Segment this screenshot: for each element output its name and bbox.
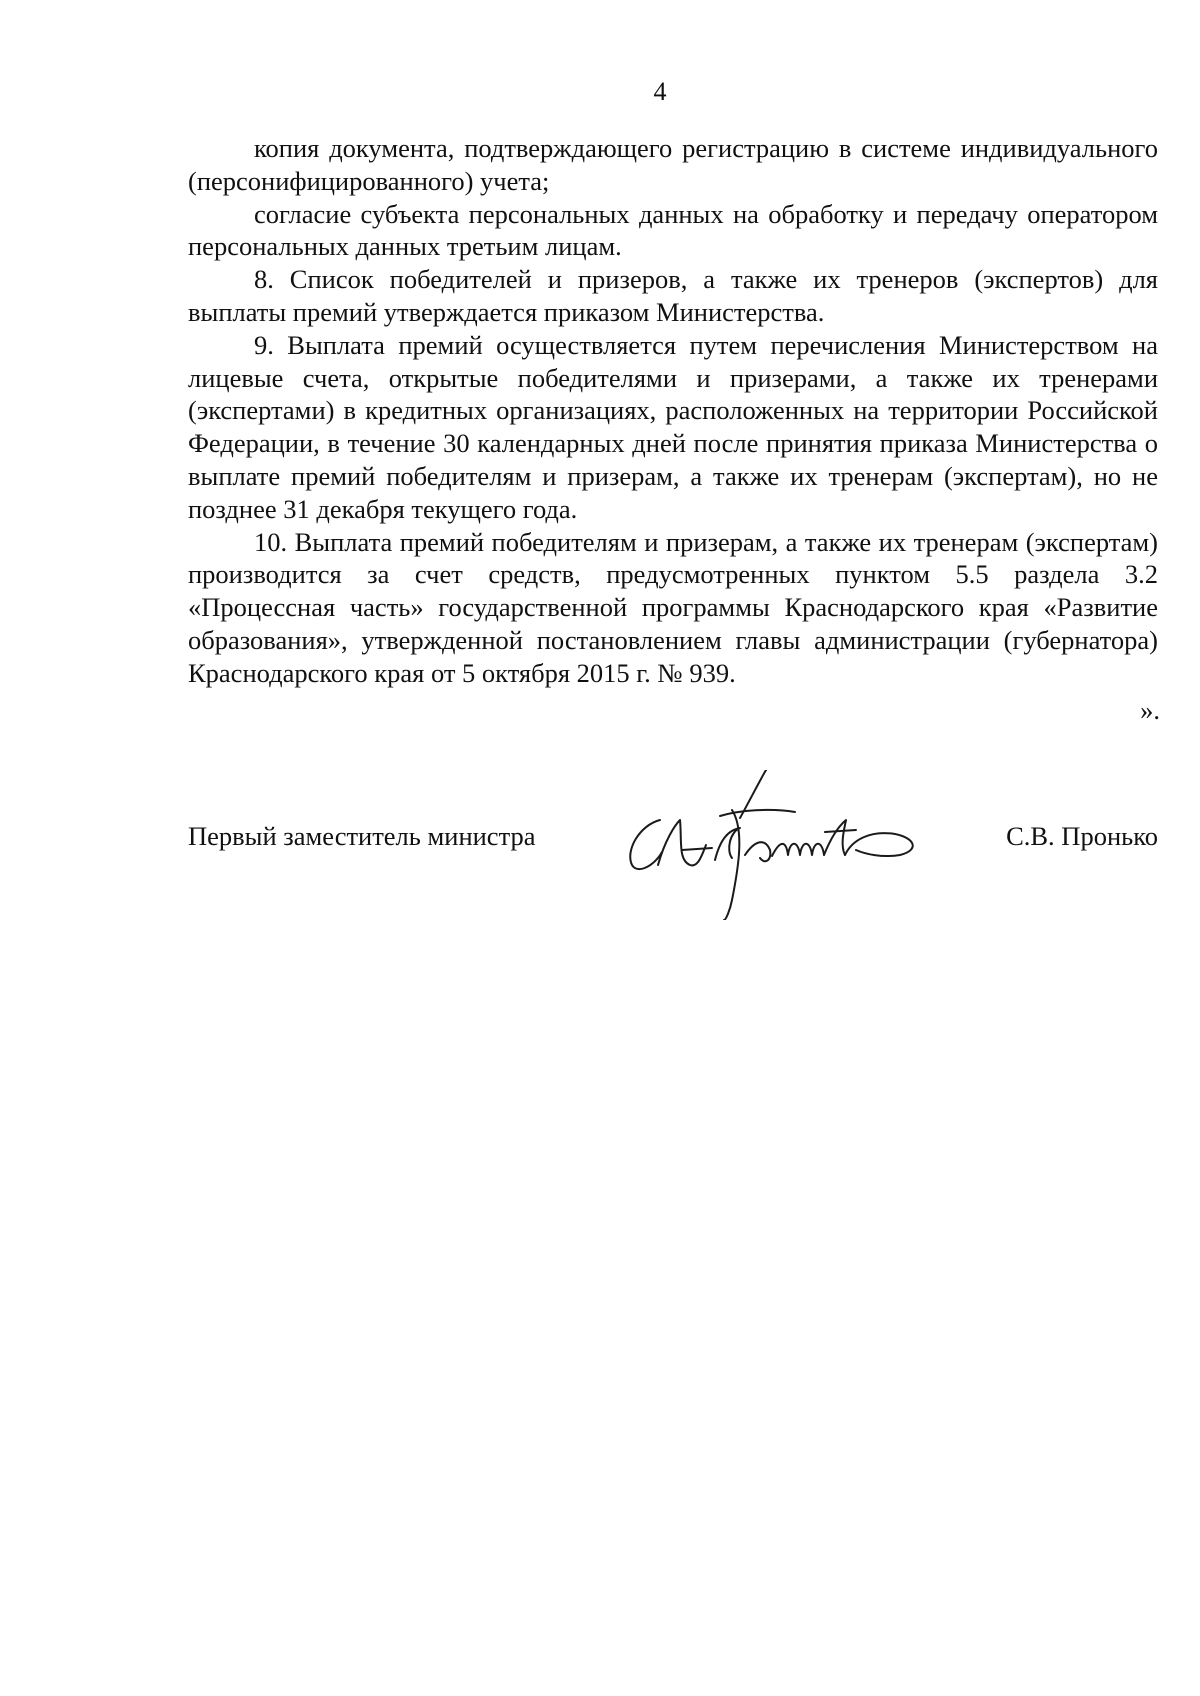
page-number: 4 — [653, 77, 667, 106]
paragraph-item-10: 10. Выплата премий победителям и призерам, а также их тренерам (экспертам) производится за счет средств, предусмотренных пунктом 5.5 раздела 3.2 «Процессная часть» государственной программы Краснодарского края «Развитие образования», утвержденной постановлением главы администрации (губернатора) Краснодарского края от 5 октября 2015 г. № 939. — [188, 526, 1158, 688]
paragraph-consent: согласие субъекта персональных данных на обработку и передачу оператором персональных данных третьим лицам. — [188, 198, 1158, 262]
signatory-name: С.В. Пронько — [1006, 821, 1158, 851]
document-body — [188, 132, 1158, 690]
paragraph-item-9: 9. Выплата премий осуществляется путем перечисления Министерством на лицевые счета, открытые победителями и призерами, а также их тренерами (экспертами) в кредитных организациях, расположенных на территории Российской Федерации, в течение 30 календарных дней после принятия приказа Министерства о выплате премий победителям и призерам, а также их тренерам (экспертам), но не позднее 31 декабря текущего года. — [188, 329, 1158, 524]
handwritten-signature-icon — [620, 770, 940, 920]
signatory-title: Первый заместитель министра — [188, 821, 536, 851]
paragraph-passport-copy: копия документа, подтверждающего регистрацию в системе индивидуального (персонифицированного) учета; — [188, 133, 1158, 196]
closing-quote: ». — [1140, 695, 1160, 725]
paragraph-item-8: 8. Список победителей и призеров, а также их тренеров (экспертов) для выплаты премий утверждается приказом Министерства. — [188, 264, 1158, 327]
